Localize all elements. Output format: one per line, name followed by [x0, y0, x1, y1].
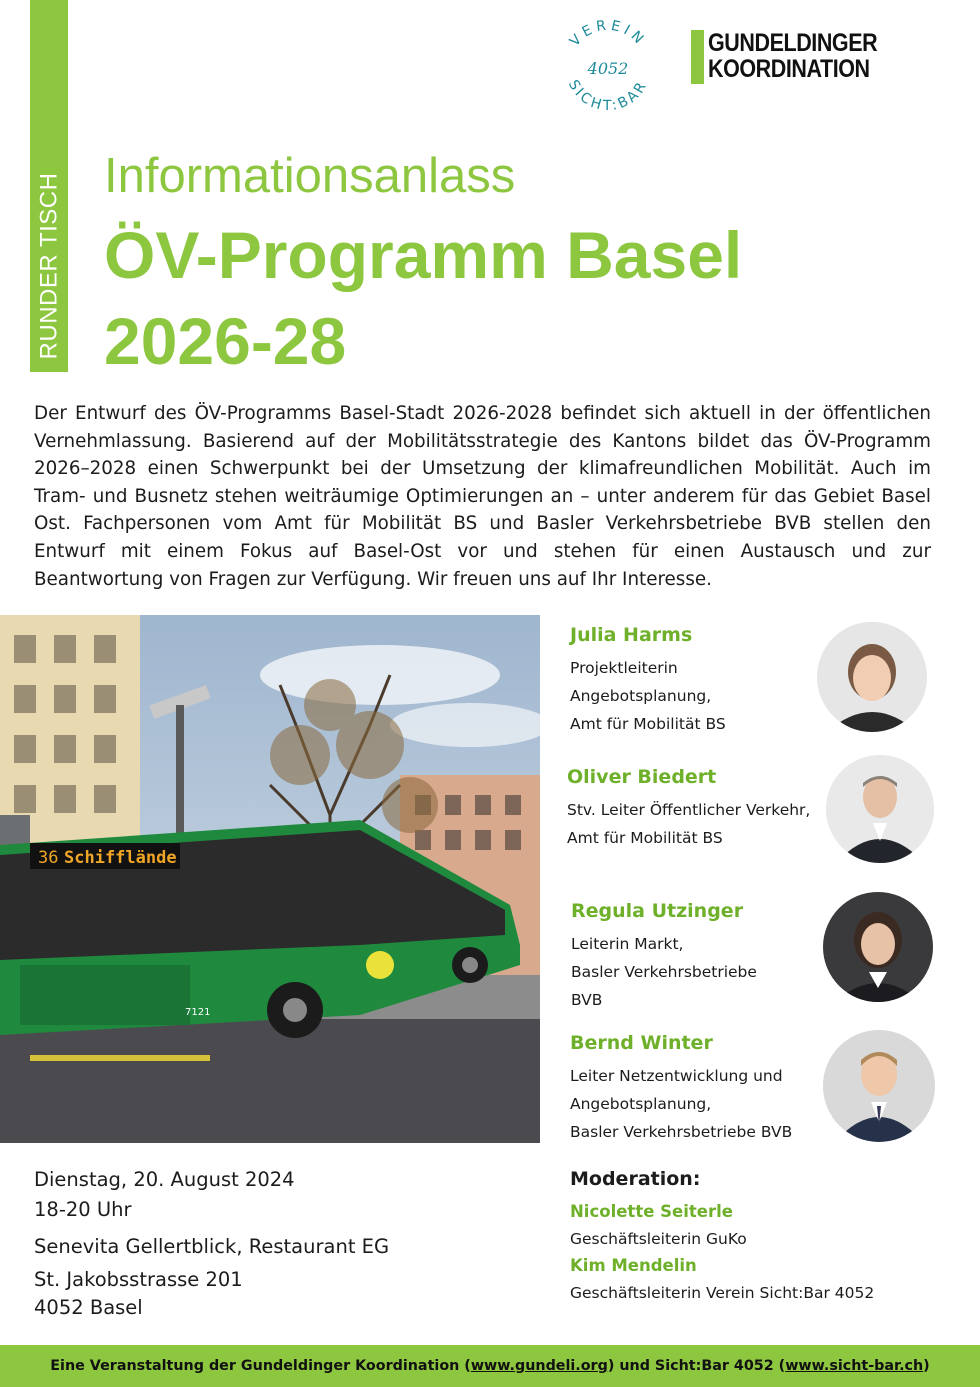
footer-bar: [0, 1345, 980, 1387]
event-time: 18-20 Uhr: [34, 1198, 132, 1221]
bus-line-number: 36: [38, 848, 59, 868]
bus-destination: Schifflände: [64, 848, 177, 868]
speaker-3-name: Regula Utzinger: [571, 900, 744, 922]
footer-text: Eine Veranstaltung der Gundeldinger Koordination (www.gundeli.org) und Sicht:Bar 4052 (www.sicht-bar.ch): [50, 1358, 930, 1374]
speaker-4-portrait: [823, 1030, 935, 1142]
link-sicht-bar[interactable]: www.sicht-bar.ch: [785, 1358, 924, 1374]
moderator-1-role: Geschäftsleiterin GuKo: [570, 1230, 747, 1248]
speaker-3-portrait: [823, 892, 933, 1002]
gundeldinger-logo-line1: GUNDELDINGER: [708, 29, 878, 57]
gundeldinger-logo-line2: KOORDINATION: [708, 55, 870, 83]
gundeldinger-logo-text: [708, 30, 877, 84]
link-gundeli[interactable]: www.gundeli.org: [470, 1358, 608, 1374]
gundeldinger-logo: [691, 30, 905, 84]
page-subtitle: Informationsanlass: [104, 149, 516, 203]
event-venue: Senevita Gellertblick, Restaurant EG: [34, 1235, 390, 1258]
page-title-line1: ÖV-Programm Basel: [104, 218, 743, 292]
gundeldinger-logo-bar: [691, 30, 704, 84]
verein-logo-number: 4052: [587, 59, 629, 78]
verein-logo-bottom: SICHT:BAR: [564, 77, 652, 115]
intro-paragraph: Der Entwurf des ÖV-Programms Basel-Stadt 2026-2028 befindet sich aktuell in der öffentlichen Vernehmlassung. Basierend auf der Mobilitätsstrategie des Kantons bildet das ÖV-Programm 2026–2028 einen Schwerpunkt bei der Umsetzung der klimafreundlichen Mobilität. Auch im Tram- und Busnetz stehen weiträumige Optimierungen an – unter anderem für das Gebiet Basel Ost. Fachpersonen vom Amt für Mobilität BS und Basler Verkehrsbetriebe BVB stellen den Entwurf mit einem Fokus auf Basel-Ost vor und stehen für einen Austausch und zur Beantwortung von Fragen zur Verfügung. Wir freuen uns auf Ihr Interesse.: [34, 403, 931, 590]
verein-logo-top: VEREIN: [566, 17, 650, 50]
page-title: [104, 212, 824, 384]
speaker-4-name: Bernd Winter: [570, 1032, 713, 1054]
speaker-1-portrait: [817, 622, 927, 732]
verein-sicht-bar-logo: [552, 12, 664, 124]
bus-fleet-number: 7121: [185, 1007, 211, 1018]
speaker-1-role: Projektleiterin Angebotsplanung, Amt für Mobilität BS: [570, 659, 726, 733]
speaker-2-name: Oliver Biedert: [567, 766, 717, 788]
side-label-text: RUNDER TISCH: [35, 172, 62, 360]
bus-photo: [0, 615, 540, 1143]
event-date: Dienstag, 20. August 2024: [34, 1168, 295, 1191]
speaker-1-name: Julia Harms: [570, 624, 693, 646]
event-city: 4052 Basel: [34, 1296, 143, 1319]
speaker-2-role: Stv. Leiter Öffentlicher Verkehr, Amt für Mobilität BS: [567, 801, 811, 847]
page-title-line2: 2026-28: [104, 304, 347, 378]
speaker-3-role: Leiterin Markt, Basler Verkehrsbetriebe BVB: [571, 935, 757, 1009]
event-street: St. Jakobsstrasse 201: [34, 1268, 243, 1291]
speaker-4-role: Leiter Netzentwicklung und Angebotsplanung, Basler Verkehrsbetriebe BVB: [570, 1067, 793, 1141]
speaker-2-portrait: [826, 755, 934, 863]
moderator-2-role: Geschäftsleiterin Verein Sicht:Bar 4052: [570, 1284, 875, 1302]
moderator-1-name: Nicolette Seiterle: [570, 1202, 733, 1221]
moderation-heading: Moderation:: [570, 1168, 701, 1190]
moderator-2-name: Kim Mendelin: [570, 1256, 697, 1275]
side-label: [30, 160, 68, 372]
